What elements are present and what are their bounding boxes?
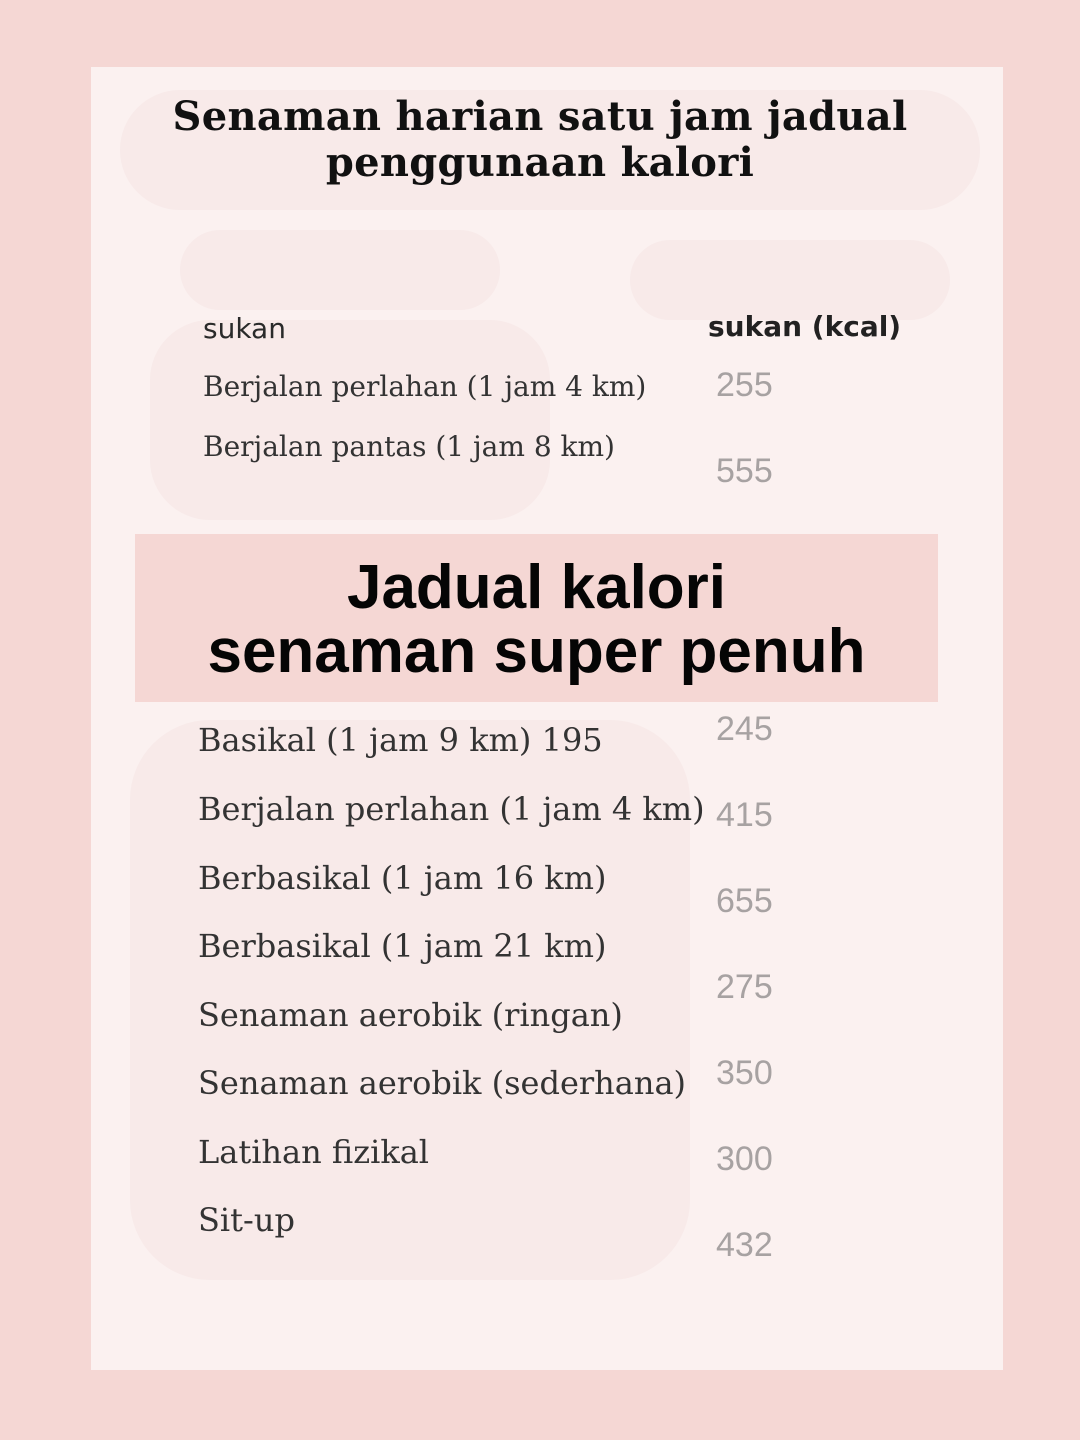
row-value: 275 [716, 968, 773, 1006]
row-value: 255 [716, 366, 773, 404]
row-label: Berjalan pantas (1 jam 8 km) [203, 430, 615, 463]
row-value: 432 [716, 1226, 773, 1264]
row-label: Sit-up [198, 1201, 295, 1239]
banner-line-2: senaman super penuh [207, 617, 866, 686]
column-header-sport: sukan [203, 312, 286, 345]
row-value: 555 [716, 452, 773, 490]
background-smudge [180, 230, 500, 310]
row-value: 300 [716, 1140, 773, 1178]
row-label: Berbasikal (1 jam 21 km) [198, 927, 607, 965]
row-value: 655 [716, 882, 773, 920]
row-label: Berjalan perlahan (1 jam 4 km) [203, 370, 647, 403]
row-label: Berbasikal (1 jam 16 km) [198, 859, 607, 897]
row-label: Latihan fizikal [198, 1133, 430, 1171]
title-line-1: Senaman harian satu jam jadual [172, 93, 908, 140]
column-header-kcal: sukan (kcal) [708, 310, 902, 343]
background-smudge [630, 240, 950, 320]
row-value: 350 [716, 1054, 773, 1092]
banner-heading [135, 553, 938, 686]
row-label: Basikal (1 jam 9 km) 195 [198, 721, 603, 759]
banner-line-1: Jadual kalori [346, 553, 727, 622]
row-value: 415 [716, 796, 773, 834]
row-label: Senaman aerobik (sederhana) [198, 1064, 687, 1102]
page-title [0, 94, 1080, 186]
row-value: 245 [716, 710, 773, 748]
row-label: Senaman aerobik (ringan) [198, 996, 623, 1034]
title-line-2: penggunaan kalori [325, 139, 755, 186]
background-smudge [150, 320, 550, 520]
row-label: Berjalan perlahan (1 jam 4 km) [198, 790, 705, 828]
